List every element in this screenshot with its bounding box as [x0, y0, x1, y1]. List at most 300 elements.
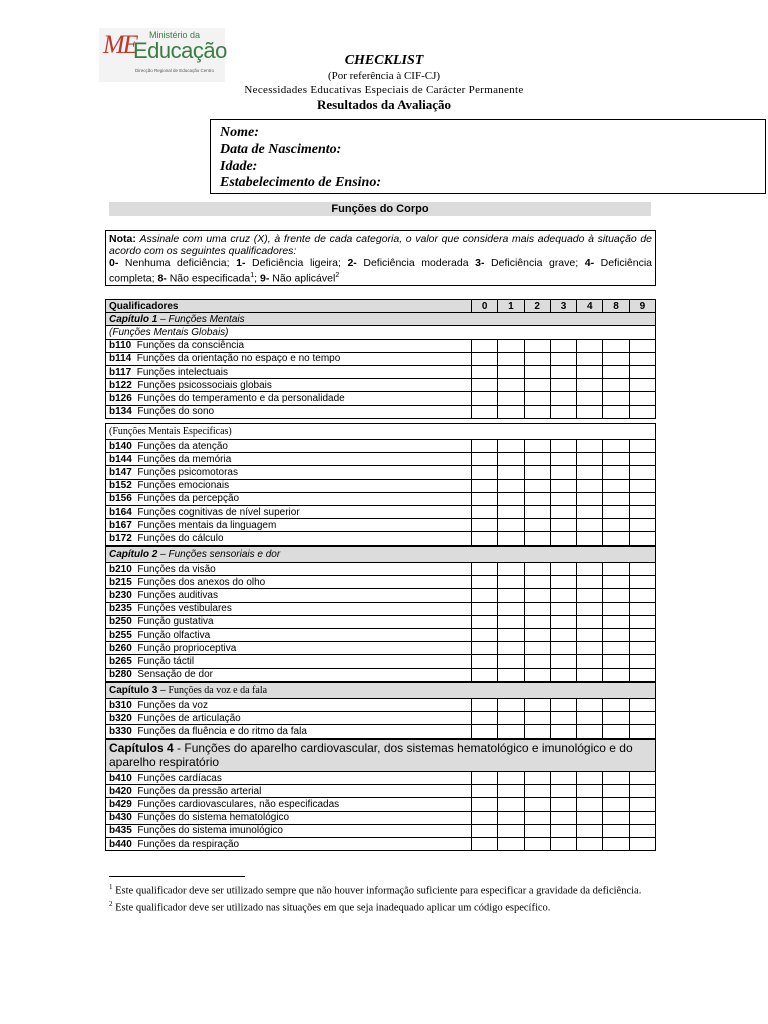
qualifier-table-mental-specific	[105, 423, 656, 546]
qualifier-checkbox-8[interactable]	[603, 699, 629, 712]
qualifier-checkbox-3[interactable]	[550, 589, 576, 602]
qualifier-checkbox-3[interactable]	[550, 479, 576, 492]
qualifier-checkbox-1[interactable]	[498, 453, 524, 466]
q8-text: Não especificada	[166, 272, 251, 285]
qualifier-checkbox-2[interactable]	[524, 602, 550, 615]
qualifier-checkbox-3[interactable]	[550, 615, 576, 628]
qualifier-checkbox-2[interactable]	[524, 785, 550, 798]
qualifier-checkbox-4[interactable]	[577, 440, 603, 453]
qualifier-checkbox-3[interactable]	[550, 785, 576, 798]
qualifier-checkbox-3[interactable]	[550, 365, 576, 378]
item-code: b320	[109, 712, 132, 724]
qualifier-checkbox-2[interactable]	[524, 505, 550, 518]
qualifier-checkbox-1[interactable]	[498, 339, 524, 352]
qualifier-checkbox-8[interactable]	[603, 824, 629, 837]
qualifier-checkbox-0[interactable]	[472, 492, 498, 505]
qualifier-checkbox-9[interactable]	[629, 440, 655, 453]
item-label-cell	[106, 785, 472, 798]
qualifier-checkbox-9[interactable]	[629, 576, 655, 589]
qualifier-checkbox-1[interactable]	[498, 466, 524, 479]
item-label: Funções do sistema imunológico	[131, 825, 283, 837]
item-row-b126	[106, 392, 656, 405]
item-label-cell	[106, 615, 472, 628]
qualifier-checkbox-3[interactable]	[550, 725, 576, 738]
qualifier-table-cardio	[105, 739, 656, 851]
qualifier-checkbox-8[interactable]	[603, 440, 629, 453]
qualifier-checkbox-3[interactable]	[550, 453, 576, 466]
qualifier-checkbox-9[interactable]	[629, 725, 655, 738]
chapter-4-name: Funções do aparelho cardiovascular, dos sistemas hematológico e imunológico e do aparelho respiratório	[109, 741, 633, 769]
qualifier-checkbox-1[interactable]	[498, 563, 524, 576]
chapter-1-row	[106, 313, 656, 326]
qualifier-checkbox-0[interactable]	[472, 615, 498, 628]
qualifier-checkbox-1[interactable]	[498, 615, 524, 628]
qualifier-checkbox-4[interactable]	[577, 576, 603, 589]
qualifier-checkbox-1[interactable]	[498, 811, 524, 824]
qualifier-checkbox-1[interactable]	[498, 642, 524, 655]
qualifier-checkbox-1[interactable]	[498, 824, 524, 837]
qualifier-checkbox-0[interactable]	[472, 519, 498, 532]
qualifier-checkbox-1[interactable]	[498, 837, 524, 850]
school-field-label[interactable]: Estabelecimento de Ensino:	[220, 175, 381, 191]
qualifier-checkbox-9[interactable]	[629, 405, 655, 418]
qualifier-checkbox-4[interactable]	[577, 519, 603, 532]
qualifier-checkbox-1[interactable]	[498, 668, 524, 681]
qualifier-checkbox-0[interactable]	[472, 563, 498, 576]
qualifier-checkbox-3[interactable]	[550, 440, 576, 453]
qualifier-checkbox-0[interactable]	[472, 811, 498, 824]
qualifier-checkbox-9[interactable]	[629, 615, 655, 628]
qualifier-checkbox-3[interactable]	[550, 668, 576, 681]
qualifier-checkbox-9[interactable]	[629, 505, 655, 518]
qualifier-checkbox-0[interactable]	[472, 479, 498, 492]
item-row-b215	[106, 576, 656, 589]
qualifier-checkbox-0[interactable]	[472, 392, 498, 405]
item-label: Funções dos anexos do olho	[131, 576, 266, 588]
qualifier-checkbox-8[interactable]	[603, 352, 629, 365]
item-label-cell	[106, 339, 472, 352]
item-label-cell	[106, 837, 472, 850]
qualifier-checkbox-8[interactable]	[603, 655, 629, 668]
qualifier-checkbox-8[interactable]	[603, 505, 629, 518]
qualifier-checkbox-8[interactable]	[603, 772, 629, 785]
qualifier-checkbox-9[interactable]	[629, 589, 655, 602]
qualifier-checkbox-2[interactable]	[524, 453, 550, 466]
item-code: b235	[109, 603, 132, 615]
item-code: b420	[109, 785, 132, 797]
qualifier-checkbox-9[interactable]	[629, 772, 655, 785]
qualifier-checkbox-2[interactable]	[524, 798, 550, 811]
qualifier-checkbox-3[interactable]	[550, 655, 576, 668]
chapter-2-name: Funções sensoriais e dor	[168, 549, 281, 560]
qualifier-checkbox-9[interactable]	[629, 785, 655, 798]
qualifier-checkbox-9[interactable]	[629, 519, 655, 532]
qualifier-checkbox-8[interactable]	[603, 615, 629, 628]
chapter-2-row	[106, 547, 656, 563]
qualifier-checkbox-4[interactable]	[577, 492, 603, 505]
item-row-b280	[106, 668, 656, 681]
item-label: Funções cognitivas de nível superior	[131, 506, 300, 518]
qualifier-checkbox-1[interactable]	[498, 602, 524, 615]
qualifier-checkbox-0[interactable]	[472, 668, 498, 681]
qualifier-checkbox-8[interactable]	[603, 365, 629, 378]
qualifier-checkbox-2[interactable]	[524, 668, 550, 681]
qualifier-checkbox-1[interactable]	[498, 725, 524, 738]
qualifier-checkbox-0[interactable]	[472, 655, 498, 668]
qualifier-checkbox-3[interactable]	[550, 339, 576, 352]
qualifier-checkbox-9[interactable]	[629, 453, 655, 466]
item-label: Funções emocionais	[131, 480, 230, 492]
qualifier-checkbox-1[interactable]	[498, 772, 524, 785]
qualifier-checkbox-2[interactable]	[524, 479, 550, 492]
item-code: b330	[109, 725, 132, 737]
qualifier-checkbox-3[interactable]	[550, 712, 576, 725]
chapter-3-number: Capítulo 3	[109, 685, 158, 696]
q0-text: Nenhuma deficiência;	[118, 257, 237, 270]
qualifier-checkbox-9[interactable]	[629, 824, 655, 837]
q1-code: 1-	[236, 257, 246, 270]
qualifier-checkbox-0[interactable]	[472, 505, 498, 518]
qualifier-checkbox-2[interactable]	[524, 339, 550, 352]
item-row-b250	[106, 615, 656, 628]
item-label-cell	[106, 365, 472, 378]
qualifier-checkbox-2[interactable]	[524, 405, 550, 418]
qualifier-checkbox-4[interactable]	[577, 824, 603, 837]
qualifier-checkbox-9[interactable]	[629, 655, 655, 668]
item-label: Funções da voz	[131, 699, 208, 711]
qualifier-checkbox-1[interactable]	[498, 492, 524, 505]
qualifier-checkbox-4[interactable]	[577, 479, 603, 492]
qualifier-checkbox-4[interactable]	[577, 352, 603, 365]
qualifier-checkbox-2[interactable]	[524, 837, 550, 850]
item-row-b330	[106, 725, 656, 738]
qualifier-checkbox-2[interactable]	[524, 379, 550, 392]
qualifier-checkbox-9[interactable]	[629, 798, 655, 811]
qualifier-checkbox-8[interactable]	[603, 712, 629, 725]
item-label: Funções da fluência e do ritmo da fala	[131, 725, 307, 737]
qualifier-checkbox-4[interactable]	[577, 642, 603, 655]
qualifier-checkbox-9[interactable]	[629, 479, 655, 492]
qualifier-checkbox-9[interactable]	[629, 466, 655, 479]
qualifier-checkbox-2[interactable]	[524, 365, 550, 378]
qualifier-checkbox-8[interactable]	[603, 453, 629, 466]
item-label-cell	[106, 798, 472, 811]
qualifier-checkbox-4[interactable]	[577, 628, 603, 641]
item-row-b435	[106, 824, 656, 837]
qualifier-checkbox-3[interactable]	[550, 492, 576, 505]
qualifier-checkbox-3[interactable]	[550, 532, 576, 545]
qualifier-checkbox-3[interactable]	[550, 602, 576, 615]
qualifier-checkbox-2[interactable]	[524, 642, 550, 655]
qualifier-checkbox-1[interactable]	[498, 712, 524, 725]
footnote-1-mark: 1	[109, 883, 113, 891]
qualifier-checkbox-1[interactable]	[498, 379, 524, 392]
qualifier-checkbox-8[interactable]	[603, 339, 629, 352]
item-label-cell	[106, 440, 472, 453]
q2-code: 2-	[347, 257, 357, 270]
qualifier-checkbox-1[interactable]	[498, 505, 524, 518]
qualifier-checkbox-4[interactable]	[577, 798, 603, 811]
qualifier-checkbox-4[interactable]	[577, 785, 603, 798]
qualifier-checkbox-4[interactable]	[577, 392, 603, 405]
qualifier-checkbox-2[interactable]	[524, 492, 550, 505]
chapter-4-dash: -	[173, 741, 185, 755]
qualifier-checkbox-9[interactable]	[629, 392, 655, 405]
qualifier-checkbox-8[interactable]	[603, 798, 629, 811]
qualifier-checkbox-2[interactable]	[524, 576, 550, 589]
qualifier-checkbox-0[interactable]	[472, 440, 498, 453]
item-label-cell	[106, 405, 472, 418]
qualifier-checkbox-0[interactable]	[472, 379, 498, 392]
qualifier-checkbox-3[interactable]	[550, 699, 576, 712]
qualifier-checkbox-3[interactable]	[550, 405, 576, 418]
item-label: Funções cardiovasculares, não especificadas	[131, 798, 340, 810]
qualifier-checkbox-2[interactable]	[524, 352, 550, 365]
item-row-b140	[106, 440, 656, 453]
qualifier-checkbox-0[interactable]	[472, 405, 498, 418]
note-instruction: Assinale com uma cruz (X), à frente de cada categoria, o valor que considera mais adequado à situação de acordo com os seguintes qualificadores:	[109, 233, 652, 258]
qualifier-checkbox-0[interactable]	[472, 365, 498, 378]
qualifier-checkbox-0[interactable]	[472, 772, 498, 785]
item-label-cell	[106, 772, 472, 785]
qualifier-checkbox-0[interactable]	[472, 642, 498, 655]
qualifier-checkbox-8[interactable]	[603, 405, 629, 418]
qualifier-checkbox-0[interactable]	[472, 699, 498, 712]
item-label: Função proprioceptiva	[131, 642, 237, 654]
qualifier-checkbox-3[interactable]	[550, 824, 576, 837]
item-row-b320	[106, 712, 656, 725]
qualifier-checkbox-3[interactable]	[550, 392, 576, 405]
qualifier-checkbox-8[interactable]	[603, 628, 629, 641]
qualifier-checkbox-8[interactable]	[603, 519, 629, 532]
qualifier-checkbox-9[interactable]	[629, 642, 655, 655]
qualifier-checkbox-0[interactable]	[472, 339, 498, 352]
qualifier-checkbox-1[interactable]	[498, 440, 524, 453]
qualifier-checkbox-4[interactable]	[577, 532, 603, 545]
qualifier-checkbox-9[interactable]	[629, 379, 655, 392]
qualifier-checkbox-8[interactable]	[603, 576, 629, 589]
qualifier-checkbox-1[interactable]	[498, 589, 524, 602]
qualifier-checkbox-0[interactable]	[472, 532, 498, 545]
item-code: b147	[109, 466, 132, 478]
qualifier-checkbox-4[interactable]	[577, 589, 603, 602]
qualifier-checkbox-0[interactable]	[472, 466, 498, 479]
subgroup-row	[106, 326, 656, 339]
birthdate-field-label[interactable]: Data de Nascimento:	[220, 141, 342, 157]
qualifier-checkbox-3[interactable]	[550, 352, 576, 365]
qualifier-checkbox-8[interactable]	[603, 837, 629, 850]
qualifier-checkbox-8[interactable]	[603, 602, 629, 615]
qualifier-checkbox-1[interactable]	[498, 532, 524, 545]
logo-ministerio: Ministério da	[149, 30, 201, 40]
chapter-2-number: Capítulo 2	[109, 549, 158, 560]
chapter-2-dash: –	[157, 549, 169, 560]
qualifier-checkbox-1[interactable]	[498, 628, 524, 641]
qualifier-checkbox-9[interactable]	[629, 712, 655, 725]
qualifier-checkbox-8[interactable]	[603, 392, 629, 405]
qualifier-checkbox-4[interactable]	[577, 837, 603, 850]
q0-code: 0-	[109, 257, 119, 270]
logo-direccao: Direcção Regional de Educação Centro	[135, 68, 215, 73]
qualifier-checkbox-8[interactable]	[603, 379, 629, 392]
qualifier-checkbox-0[interactable]	[472, 824, 498, 837]
qualifier-checkbox-2[interactable]	[524, 563, 550, 576]
item-label-cell	[106, 699, 472, 712]
qualifier-checkbox-0[interactable]	[472, 576, 498, 589]
item-label-cell	[106, 642, 472, 655]
qualifier-checkbox-3[interactable]	[550, 798, 576, 811]
item-label-cell	[106, 563, 472, 576]
item-label: Função táctil	[131, 655, 195, 667]
qualifier-checkbox-8[interactable]	[603, 479, 629, 492]
qualifier-checkbox-3[interactable]	[550, 628, 576, 641]
qualifier-checkbox-8[interactable]	[603, 811, 629, 824]
qualifier-checkbox-2[interactable]	[524, 519, 550, 532]
qualifier-checkbox-0[interactable]	[472, 602, 498, 615]
qualifier-checkbox-4[interactable]	[577, 655, 603, 668]
qualifier-checkbox-3[interactable]	[550, 576, 576, 589]
qualifier-checkbox-3[interactable]	[550, 466, 576, 479]
qualifier-checkbox-3[interactable]	[550, 519, 576, 532]
qualifier-checkbox-8[interactable]	[603, 668, 629, 681]
qualifier-checkbox-0[interactable]	[472, 712, 498, 725]
qualifier-checkbox-3[interactable]	[550, 772, 576, 785]
qualifier-checkbox-0[interactable]	[472, 589, 498, 602]
qualifier-checkbox-2[interactable]	[524, 466, 550, 479]
qualifier-checkbox-1[interactable]	[498, 699, 524, 712]
qualifier-checkbox-9[interactable]	[629, 492, 655, 505]
item-label: Funções psicossociais globais	[131, 379, 272, 391]
qualifier-checkbox-4[interactable]	[577, 615, 603, 628]
footnotes	[109, 881, 649, 915]
qualifier-checkbox-0[interactable]	[472, 785, 498, 798]
qualifier-checkbox-9[interactable]	[629, 365, 655, 378]
qualifier-checkbox-3[interactable]	[550, 563, 576, 576]
qualifier-checkbox-1[interactable]	[498, 352, 524, 365]
qualifier-checkbox-1[interactable]	[498, 798, 524, 811]
item-label-cell	[106, 379, 472, 392]
qualifier-checkbox-8[interactable]	[603, 532, 629, 545]
qualifier-checkbox-9[interactable]	[629, 563, 655, 576]
qualifier-checkbox-2[interactable]	[524, 824, 550, 837]
qualifier-checkbox-4[interactable]	[577, 379, 603, 392]
qualifier-checkbox-2[interactable]	[524, 699, 550, 712]
qualifier-checkbox-2[interactable]	[524, 725, 550, 738]
qualifier-checkbox-4[interactable]	[577, 602, 603, 615]
qualifier-checkbox-2[interactable]	[524, 440, 550, 453]
qualifier-checkbox-4[interactable]	[577, 712, 603, 725]
qualifier-checkbox-4[interactable]	[577, 725, 603, 738]
qualifier-checkbox-4[interactable]	[577, 365, 603, 378]
qualifier-checkbox-2[interactable]	[524, 589, 550, 602]
qualifier-checkbox-2[interactable]	[524, 655, 550, 668]
qualifier-checkbox-0[interactable]	[472, 837, 498, 850]
item-code: b230	[109, 589, 132, 601]
footnote-divider	[109, 876, 245, 877]
item-label-cell	[106, 479, 472, 492]
qualifier-checkbox-4[interactable]	[577, 453, 603, 466]
qualifier-checkbox-1[interactable]	[498, 479, 524, 492]
qualifier-checkbox-4[interactable]	[577, 772, 603, 785]
item-label-cell	[106, 628, 472, 641]
qualifier-checkbox-3[interactable]	[550, 837, 576, 850]
item-label: Funções da pressão arterial	[131, 785, 262, 797]
subgroup-row	[106, 424, 656, 440]
qualifier-checkbox-3[interactable]	[550, 379, 576, 392]
qualifier-checkbox-8[interactable]	[603, 785, 629, 798]
qualifier-checkbox-4[interactable]	[577, 466, 603, 479]
age-field-label[interactable]: Idade:	[220, 158, 258, 174]
qualifier-checkbox-8[interactable]	[603, 492, 629, 505]
item-label: Funções da percepção	[131, 493, 240, 505]
qualifier-checkbox-8[interactable]	[603, 589, 629, 602]
qualifier-checkbox-9[interactable]	[629, 352, 655, 365]
qualifier-checkbox-1[interactable]	[498, 365, 524, 378]
qualifier-checkbox-3[interactable]	[550, 505, 576, 518]
name-field-label[interactable]: Nome:	[220, 125, 259, 140]
qualifier-checkbox-0[interactable]	[472, 798, 498, 811]
qualifier-checkbox-2[interactable]	[524, 772, 550, 785]
item-row-b235	[106, 602, 656, 615]
qualifier-checkbox-1[interactable]	[498, 576, 524, 589]
qualifier-checkbox-9[interactable]	[629, 837, 655, 850]
qualifier-checkbox-3[interactable]	[550, 811, 576, 824]
qualifier-checkbox-8[interactable]	[603, 725, 629, 738]
qualifier-checkbox-0[interactable]	[472, 352, 498, 365]
qualifier-checkbox-4[interactable]	[577, 563, 603, 576]
qualifier-checkbox-1[interactable]	[498, 405, 524, 418]
qualifier-checkbox-4[interactable]	[577, 505, 603, 518]
item-code: b134	[109, 406, 132, 418]
qualifier-checkbox-9[interactable]	[629, 602, 655, 615]
item-code: b265	[109, 655, 132, 667]
qualifier-checkbox-3[interactable]	[550, 642, 576, 655]
qualifier-checkbox-4[interactable]	[577, 668, 603, 681]
qualifier-checkbox-4[interactable]	[577, 699, 603, 712]
q4-text: Deficiência completa;	[109, 257, 653, 285]
item-row-b152	[106, 479, 656, 492]
qualifier-checkbox-8[interactable]	[603, 466, 629, 479]
qualifier-col-8: 8	[603, 300, 629, 313]
qualifier-checkbox-9[interactable]	[629, 699, 655, 712]
qualifier-checkbox-0[interactable]	[472, 453, 498, 466]
qualifier-checkbox-0[interactable]	[472, 628, 498, 641]
qualifier-checkbox-1[interactable]	[498, 392, 524, 405]
qualifier-checkbox-4[interactable]	[577, 339, 603, 352]
chapter-3-row	[106, 683, 656, 699]
qualifier-checkbox-0[interactable]	[472, 725, 498, 738]
item-label-cell	[106, 466, 472, 479]
qualifier-checkbox-2[interactable]	[524, 712, 550, 725]
qualifier-checkbox-9[interactable]	[629, 532, 655, 545]
qualifier-checkbox-2[interactable]	[524, 628, 550, 641]
qualifier-checkbox-2[interactable]	[524, 811, 550, 824]
qualifier-checkbox-9[interactable]	[629, 668, 655, 681]
qualifier-checkbox-8[interactable]	[603, 642, 629, 655]
qualifier-checkbox-9[interactable]	[629, 811, 655, 824]
qualifier-checkbox-9[interactable]	[629, 339, 655, 352]
qualifier-checkbox-2[interactable]	[524, 532, 550, 545]
qualifier-checkbox-8[interactable]	[603, 563, 629, 576]
qualifier-checkbox-2[interactable]	[524, 615, 550, 628]
qualifier-checkbox-4[interactable]	[577, 405, 603, 418]
qualifier-checkbox-1[interactable]	[498, 785, 524, 798]
qualifier-checkbox-9[interactable]	[629, 628, 655, 641]
qualifier-checkbox-2[interactable]	[524, 392, 550, 405]
qualifier-checkbox-1[interactable]	[498, 519, 524, 532]
qualifier-checkbox-4[interactable]	[577, 811, 603, 824]
qualifier-checkbox-1[interactable]	[498, 655, 524, 668]
